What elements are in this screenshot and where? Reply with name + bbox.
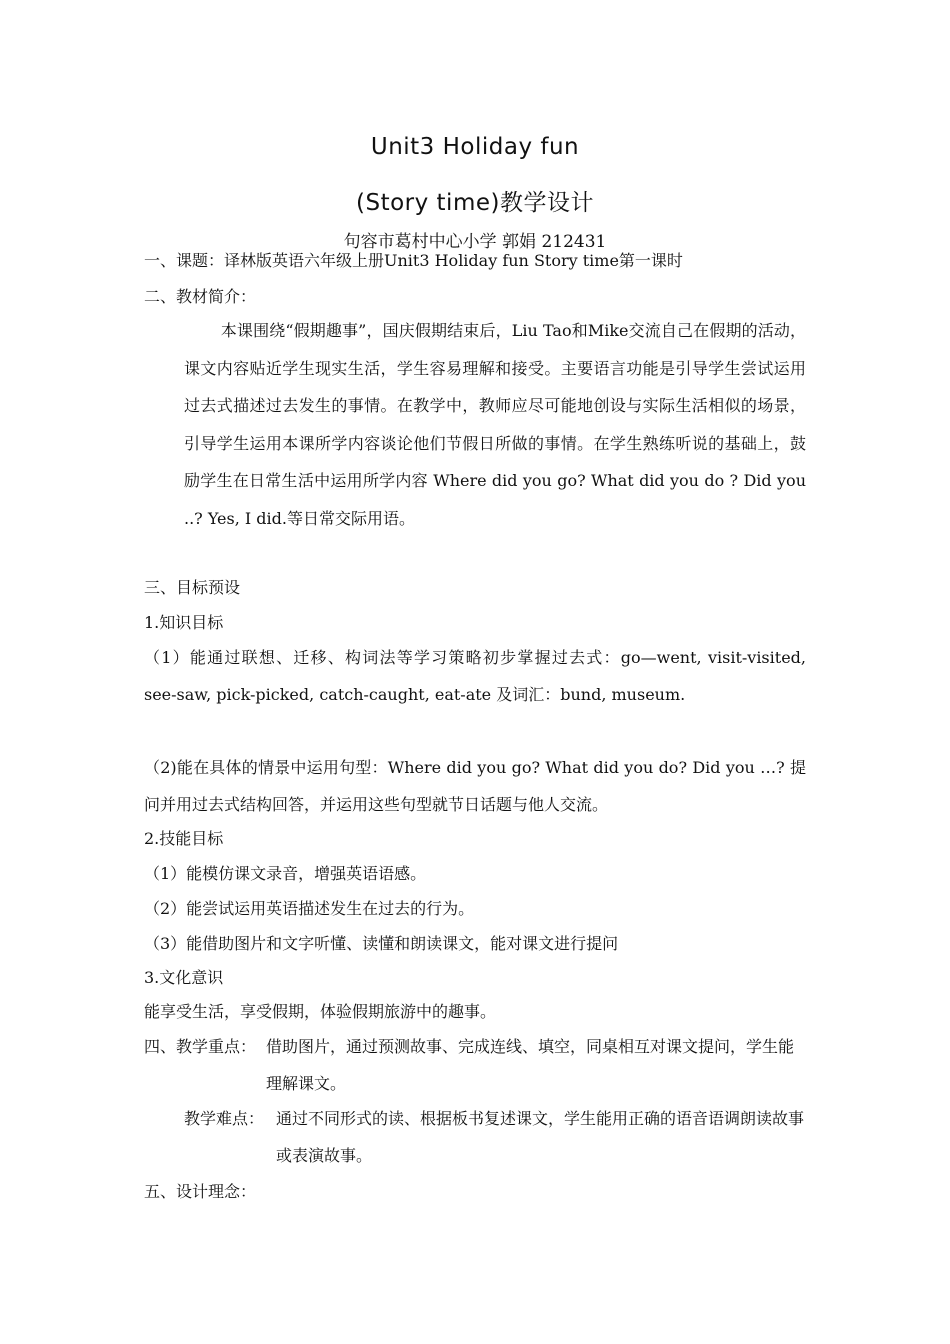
culture-goal-heading: 3.文化意识 <box>144 968 224 987</box>
document-subtitle: (Story time)教学设计 <box>356 190 594 216</box>
knowledge-goal-heading: 1.知识目标 <box>144 613 224 632</box>
knowledge-goal-item-2: （2)能在具体的情景中运用句型：Where did you go? What did you do? Did you …? 提问并用过去式结构回答，并运用这些句型就节日话题与他人交流。 <box>144 758 806 814</box>
skill-goal-item-1: （1）能模仿课文录音，增强英语语感。 <box>144 864 427 883</box>
material-intro-paragraph: 本课围绕“假期趣事”，国庆假期结束后，Liu Tao和Mike交流自己在假期的活动，课文内容贴近学生现实生活，学生容易理解和接受。主要语言功能是引导学生尝试运用过去式描述过去发生的事情。在教学中，教师应尽可能地创设与实际生活相似的场景，引导学生运用本课所学内容谈论他们节假日所做的事情。在学生熟练听说的基础上，鼓励学生在日常生活中运用所学内容 Where did you go? What did you do ? Did you ..? Yes, I did.等日常交际用语。 <box>184 321 806 528</box>
design-concept-heading: 五、设计理念： <box>144 1182 257 1201</box>
difficulty-text: 通过不同形式的读、根据板书复述课文，学生能用正确的语音语调朗读故事或表演故事。 <box>276 1109 805 1165</box>
skill-goal-item-2: （2）能尝试运用英语描述发生在过去的行为。 <box>144 899 475 918</box>
skill-goal-item-3: （3）能借助图片和文字听懂、读懂和朗读课文，能对课文进行提问 <box>144 934 619 953</box>
section-topic: 一、课题：译林版英语六年级上册Unit3 Holiday fun Story time第一课时 <box>144 251 683 270</box>
key-point-text: 借助图片，通过预测故事、完成连线、填空，同桌相互对课文提问，学生能理解课文。 <box>266 1037 795 1093</box>
difficulty-label: 教学难点： <box>184 1109 265 1128</box>
skill-goal-heading: 2.技能目标 <box>144 829 224 848</box>
key-point-label: 四、教学重点： <box>144 1037 257 1056</box>
knowledge-goal-item-1: （1）能通过联想、迁移、构词法等学习策略初步掌握过去式：go—went, visit-visited, see-saw, pick-picked, catch-caught, eat-ate 及词汇：bund, museum. <box>144 648 806 704</box>
section-material-heading: 二、教材简介： <box>144 287 257 306</box>
section-goals-heading: 三、目标预设 <box>144 578 241 597</box>
document-title: Unit3 Holiday fun <box>370 134 580 160</box>
author-line: 句容市葛村中心小学 郭娟 212431 <box>343 232 607 252</box>
culture-goal-text: 能享受生活，享受假期，体验假期旅游中的趣事。 <box>144 1002 497 1021</box>
